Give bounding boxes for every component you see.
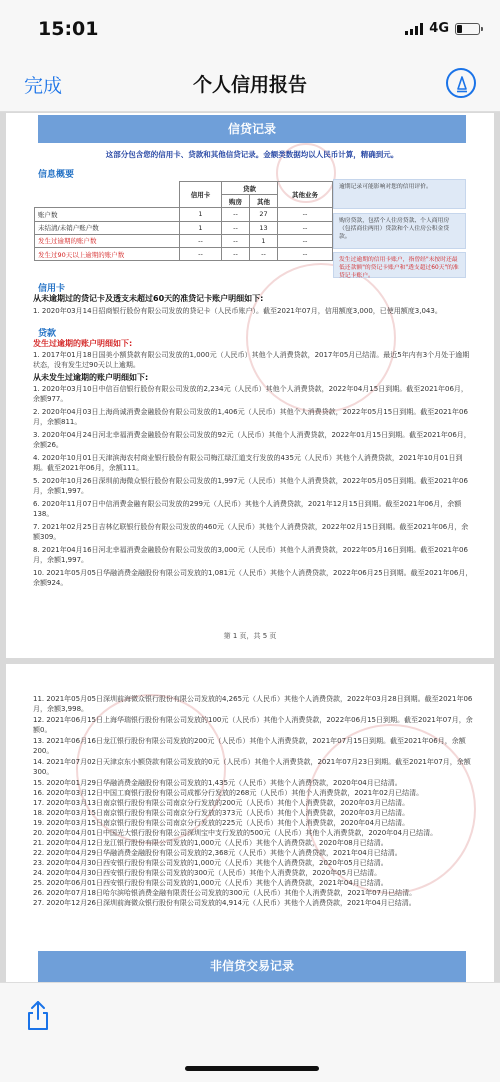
section-note: 这部分包含您的信用卡、贷款和其他信贷记录。金额类数据均以人民币计算，精确到元。 — [105, 150, 399, 159]
credit-card-subtitle: 从未逾期过的贷记卡及透支未超过60天的准贷记卡账户明细如下: — [33, 294, 264, 303]
list-item: 15. 2020年01月29日华融消费金融股份有限公司发放的1,435元（人民币）其他个人消费贷款，2020年04月已结清。 — [33, 779, 402, 787]
section-band-credit-records: 信贷记录 — [38, 115, 466, 143]
list-item: 17. 2020年03月13日南京银行股份有限公司南京分行发放的200元（人民币）其他个人消费贷款，2020年03月已结清。 — [33, 799, 410, 807]
list-item: 4. 2020年10月01日天津滨海农村商业银行股份有限公司梅江绿江道支行发放的435元（人民币）其他个人消费贷款，2021年10月01日到期。截至2021年06月，余额111。 — [33, 454, 463, 472]
overview-table — [34, 181, 333, 261]
battery-icon — [455, 23, 480, 35]
document-page-1 — [6, 113, 494, 658]
home-indicator — [185, 1066, 319, 1071]
table-row: 发生过90天以上逾期的账户数 -- -- -- -- — [35, 247, 333, 260]
list-item: 8. 2021年04月16日河北幸福消费金融股份有限公司发放的3,000元（人民币）其他个人消费贷款，2022年05月16日到期。截至2021年06月，余额1,997。 — [33, 546, 468, 564]
list-item: 25. 2020年06月01日西安银行股份有限公司发放的1,000元（人民币）其他个人消费贷款，2021年04月已结清。 — [33, 879, 388, 887]
list-item: 10. 2021年05月05日华融消费金融股份有限公司发放的1,081元（人民币）其他个人消费贷款，2022年06月25日到期。截至2021年06月，余额924。 — [33, 569, 473, 587]
nav-bar — [0, 56, 500, 112]
list-item: 19. 2020年03月15日南京银行股份有限公司南京分行发放的225元（人民币）其他个人消费贷款，2020年04月已结清。 — [33, 819, 410, 827]
share-icon — [24, 999, 52, 1031]
list-item: 16. 2020年03月12日中国工商银行股份有限公司成都分行发放的268元（人民币）其他个人消费贷款，2021年02月已结清。 — [33, 789, 424, 797]
list-item: 11. 2021年05月05日深圳前海微众银行股份有限公司发放的4,265元（人民币）其他个人消费贷款，2022年03月28日到期。截至2021年06月，余额3,998。 — [33, 695, 473, 713]
header-other-business: 其他业务 — [278, 182, 333, 208]
list-item: 18. 2020年03月15日南京银行股份有限公司南京分行发放的373元（人民币）其他个人消费贷款，2020年03月已结清。 — [33, 809, 410, 817]
status-time: 15:01 — [38, 18, 99, 40]
section-band-non-credit: 非信贷交易记录 — [38, 951, 466, 982]
list-item: 5. 2020年10月26日深圳前海微众银行股份有限公司发放的1,997元（人民币）其他个人消费贷款，2022年05月05日到期。截至2021年06月，余额1,997。 — [33, 477, 468, 495]
list-item: 2. 2020年04月03日上海尚诚消费金融股份有限公司发放的1,406元（人民币）其他个人消费贷款，2022年05月15日到期。截至2021年06月，余额811。 — [33, 408, 468, 426]
markup-button[interactable] — [446, 68, 476, 98]
pen-icon — [453, 75, 471, 93]
signal-icon — [405, 22, 423, 35]
table-row: 账户数 1 -- 27 -- — [35, 208, 333, 221]
list-item: 26. 2020年07月18日哈尔滨哈银消费金融有限责任公司发放的300元（人民币）其他个人消费贷款，2021年07月已结清。 — [33, 889, 417, 897]
side-note-overdue-card: 发生过逾期的信用卡账户，指曾经"未按时还最低还款额"的贷记卡账户和"透支超过60天"的准贷记卡账户。 — [333, 252, 466, 278]
network-type: 4G — [429, 21, 449, 36]
header-other: 其他 — [250, 195, 278, 208]
credit-card-title: 信用卡 — [38, 284, 66, 294]
list-item: 7. 2021年02月25日吉林亿联银行股份有限公司发放的460元（人民币）其他个人消费贷款，2022年02月15日到期。截至2021年06月，余额309。 — [33, 523, 469, 541]
side-note-housing-loan: 购房贷款，包括个人住房贷款、个人商用房（包括商住两用）贷款和个人住房公积金贷款。 — [333, 213, 466, 249]
table-row: 发生过逾期的账户数 -- -- 1 -- — [35, 234, 333, 247]
list-item: 20. 2020年04月01日中国光大银行股份有限公司深圳宝中支行发放的500元（人民币）其他个人消费贷款，2020年04月已结清。 — [33, 829, 438, 837]
document-page-2 — [6, 664, 494, 982]
list-item: 27. 2020年12月26日深圳前海微众银行股份有限公司发放的4,914元（人民币）其他个人消费贷款，2021年04月已结清。 — [33, 899, 416, 907]
list-item: 1. 2020年03月14日招商银行股份有限公司发放的贷记卡（人民币账户）。截至2021年07月，信用额度3,000，已使用额度3,043。 — [33, 307, 442, 315]
overview-title: 信息概要 — [38, 170, 75, 180]
list-item: 3. 2020年04月24日河北幸福消费金融股份有限公司发放的92元（人民币）其他个人消费贷款，2022年01月15日到期。截至2021年06月，余额26。 — [33, 431, 471, 449]
page-title: 个人信用报告 — [192, 74, 307, 96]
loan-clean-subtitle: 从未发生过逾期的账户明细如下: — [33, 373, 149, 382]
list-item: 12. 2021年06月15日上海华瑞银行股份有限公司发放的100元（人民币）其他个人消费贷款，2022年06月15日到期。截至2021年07月，余额0。 — [33, 716, 473, 734]
done-button[interactable]: 完成 — [24, 75, 63, 97]
list-item: 13. 2021年06月16日龙江银行股份有限公司发放的200元（人民币）其他个人消费贷款，2021年07月15日到期。截至2021年06月，余额200。 — [33, 737, 466, 755]
status-indicators — [405, 21, 480, 36]
list-item: 14. 2021年07月02日天津京东小额贷款有限公司发放的0元（人民币）其他个人消费贷款，2021年07月23日到期。截至2021年07月，余额300。 — [33, 758, 471, 776]
side-note-overdue: 逾期记录可能影响对您的信用评价。 — [333, 179, 466, 209]
header-credit-card: 信用卡 — [180, 182, 222, 208]
list-item: 24. 2020年04月30日西安银行股份有限公司发放的300元（人民币）其他个人消费贷款，2020年05月已结清。 — [33, 869, 382, 877]
header-house: 购房 — [222, 195, 250, 208]
list-item: 23. 2020年04月30日西安银行股份有限公司发放的1,000元（人民币）其他个人消费贷款，2020年05月已结清。 — [33, 859, 388, 867]
list-item: 6. 2020年11月07日中信消费金融有限公司发放的299元（人民币）其他个人消费贷款，2021年12月15日到期。截至2021年06月，余额138。 — [33, 500, 462, 518]
list-item: 1. 2017年01月18日国美小额贷款有限公司发放的1,000元（人民币）其他个人消费贷款，2017年05月已结清。最近5年内有3个月处于逾期状态，没有发生过90天以上逾期。 — [33, 351, 470, 369]
status-bar — [0, 0, 500, 56]
share-button[interactable] — [24, 999, 52, 1035]
list-item: 22. 2020年04月29日华融消费金融股份有限公司发放的2,368元（人民币）其他个人消费贷款，2021年04月已结清。 — [33, 849, 402, 857]
list-item: 21. 2020年04月12日龙江银行股份有限公司发放的1,000元（人民币）其他个人消费贷款，2020年08月已结清。 — [33, 839, 388, 847]
page-number: 第 1 页，共 5 页 — [223, 632, 277, 640]
header-loan: 贷款 — [222, 182, 278, 195]
loan-overdue-subtitle: 发生过逾期的账户明细如下: — [33, 339, 133, 348]
table-row: 未结清/未销户账户数 1 -- 13 -- — [35, 221, 333, 234]
loan-title: 贷款 — [38, 329, 57, 339]
list-item: 1. 2020年03月10日中信百信银行股份有限公司发放的2,234元（人民币）其他个人消费贷款，2022年04月15日到期。截至2021年06月，余额977。 — [33, 385, 468, 403]
